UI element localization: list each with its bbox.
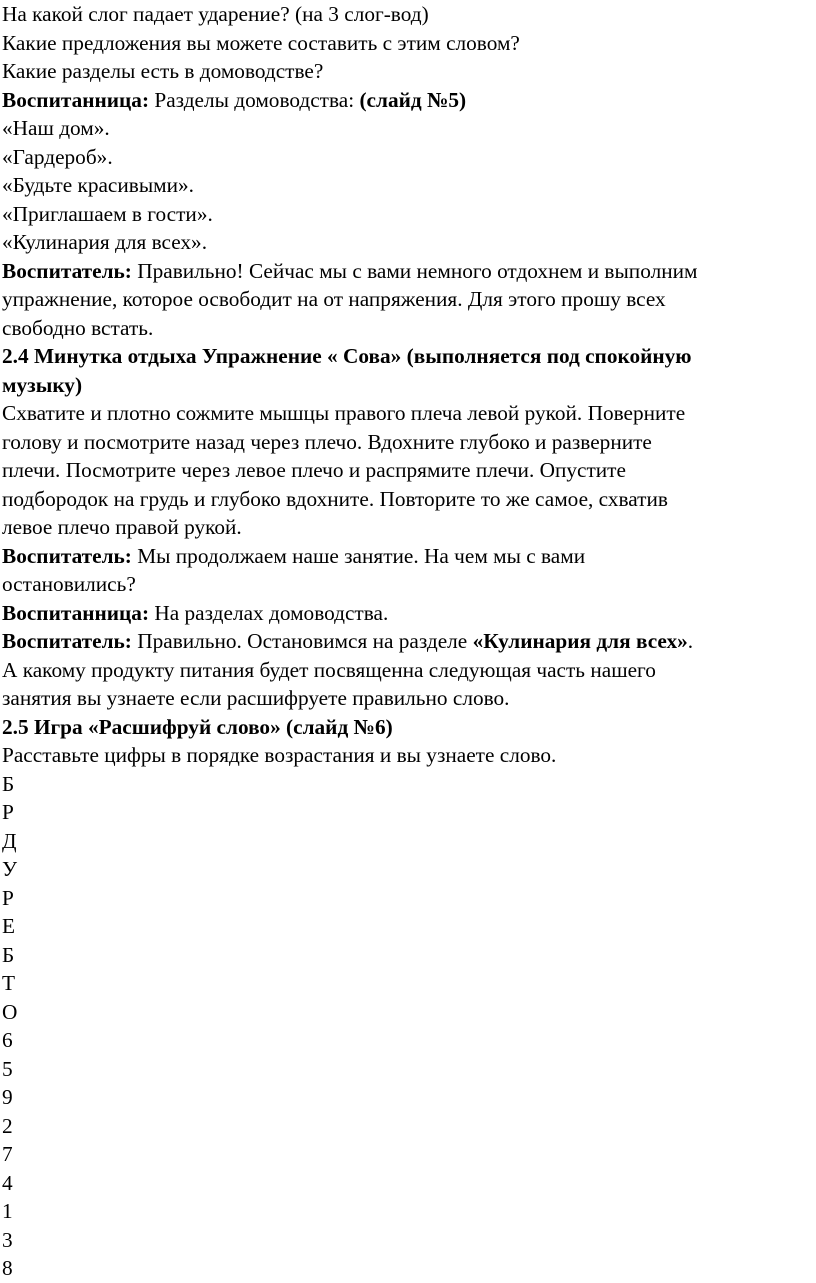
section-item: «Будьте красивыми». (2, 173, 194, 197)
section-item: «Гардероб». (2, 144, 113, 169)
letter-item: Б (2, 942, 15, 967)
paragraph-line: упражнение, которое освободит на от напряжения. Для этого прошу всех (2, 287, 666, 311)
letter-item: Т (2, 971, 16, 995)
teacher-reply-1 (2, 257, 812, 286)
reply-text: Правильно! Сейчас мы с вами немного отдохнем и выполним (131, 258, 698, 283)
paragraph-line: остановились? (2, 572, 136, 596)
digit-item: 3 (2, 1227, 13, 1252)
digit-item: 2 (2, 1113, 13, 1138)
paragraph-line: свободно встать. (2, 315, 154, 340)
exercise-line: голову и посмотрите назад через плечо. Вдохните глубоко и разверните (2, 429, 652, 454)
reply-text: Разделы домоводства: (149, 87, 360, 112)
digit-item: 9 (2, 1085, 13, 1109)
reply-text: На разделах домоводства. (149, 600, 389, 625)
section-heading-2-5: 2.5 Игра «Расшифруй слово» (слайд №6) (2, 714, 393, 739)
reply-text: Правильно. Остановимся на разделе (131, 629, 473, 653)
section-heading-2-4: 2.4 Минутка отдыха Упражнение « Сова» (выполняется под спокойную (2, 344, 692, 368)
section-heading-2-4-cont: музыку) (2, 372, 83, 397)
letter-item: У (2, 857, 18, 881)
pupil-reply-sections (2, 86, 812, 115)
section-name: «Кулинария для всех» (472, 629, 688, 653)
section-item: «Кулинария для всех». (2, 230, 208, 254)
reply-end: . (687, 629, 694, 653)
reply-text: Мы продолжаем наше занятие. На чем мы с вами (131, 543, 586, 568)
exercise-line: подбородок на грудь и глубоко вдохните. Повторите то же самое, схватив (2, 486, 668, 511)
letter-item: Р (2, 885, 14, 910)
instruction-line: Расставьте цифры в порядке возрастания и вы узнаете слово. (2, 743, 557, 767)
document-page (2, 0, 812, 1283)
section-item: «Наш дом». (2, 116, 110, 140)
slide-reference: (слайд №5) (359, 87, 467, 112)
speaker-label: Воспитатель: (2, 543, 132, 568)
section-item: «Приглашаем в гости». (2, 201, 213, 226)
pupil-reply-2 (2, 599, 812, 628)
exercise-line: плечи. Посмотрите через левое плечо и распрямите плечи. Опустите (2, 458, 626, 482)
question-line-3: Какие разделы есть в домоводстве? (2, 59, 324, 83)
paragraph-line: А какому продукту питания будет посвященна следующая часть нашего (2, 657, 656, 682)
question-line-1: На какой слог падает ударение? (на 3 слог-вод) (2, 2, 429, 26)
digit-item: 6 (2, 1028, 13, 1052)
teacher-reply-3 (2, 627, 812, 656)
exercise-line: Схватите и плотно сожмите мышцы правого плеча левой рукой. Поверните (2, 401, 686, 425)
letter-item: Е (2, 914, 16, 938)
teacher-reply-2 (2, 542, 812, 571)
letter-item: О (2, 999, 18, 1024)
exercise-line: левое плечо правой рукой. (2, 515, 242, 539)
speaker-label: Воспитанница: (2, 87, 150, 112)
digit-item: 1 (2, 1199, 13, 1223)
letter-item: Б (2, 771, 15, 796)
digit-item: 5 (2, 1056, 13, 1081)
speaker-label: Воспитатель: (2, 258, 132, 283)
speaker-label: Воспитанница: (2, 600, 150, 625)
digit-item: 8 (2, 1256, 13, 1280)
digit-item: 4 (2, 1170, 13, 1195)
digit-item: 7 (2, 1142, 13, 1166)
paragraph-line: занятия вы узнаете если расшифруете правильно слово. (2, 686, 510, 710)
speaker-label: Воспитатель: (2, 629, 132, 653)
letter-item: Р (2, 800, 14, 824)
letter-item: Д (2, 828, 17, 853)
question-line-2: Какие предложения вы можете составить с этим словом? (2, 30, 520, 55)
